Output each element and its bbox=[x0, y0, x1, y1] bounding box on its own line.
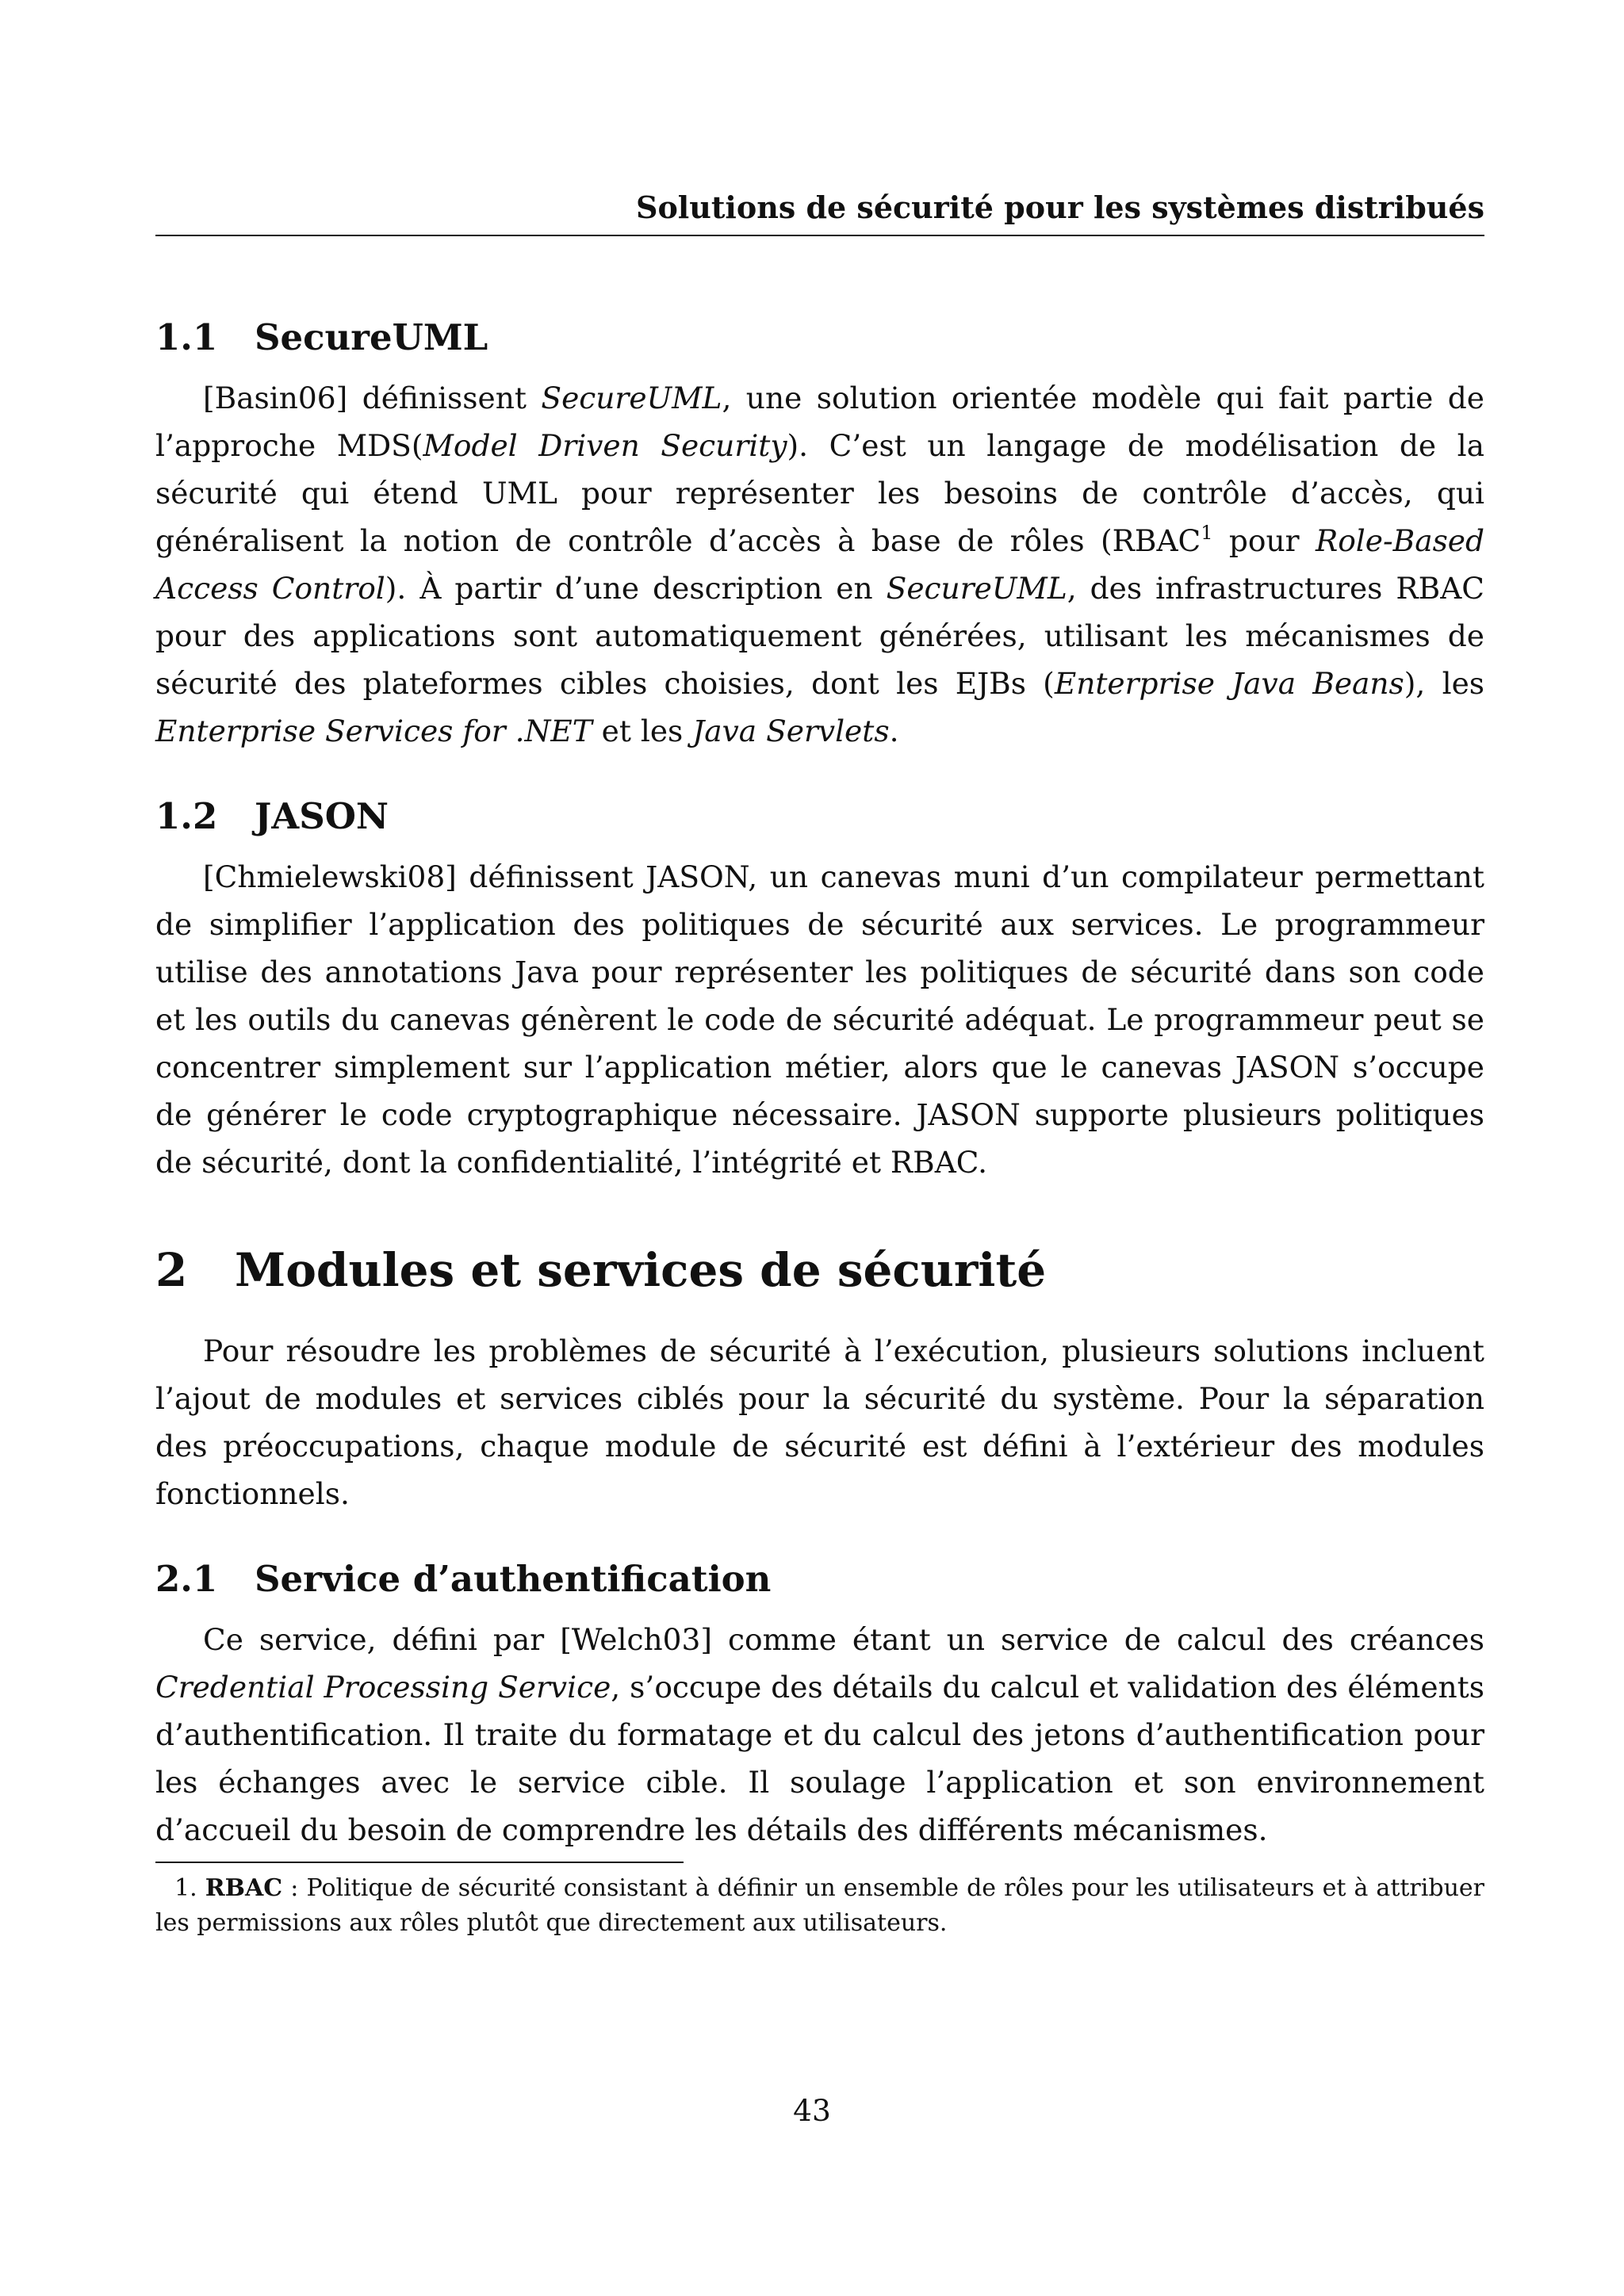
subsection-number: 1.2 bbox=[155, 795, 218, 837]
footnote bbox=[155, 1871, 1484, 1941]
emphasis: Enterprise Services for .NET bbox=[155, 714, 592, 748]
subsection-1-1-paragraph bbox=[155, 374, 1484, 755]
subsection-1-2-heading bbox=[155, 794, 1484, 839]
footnote-rule bbox=[155, 1862, 684, 1863]
subsection-1-1-heading bbox=[155, 316, 1484, 360]
section-2-paragraph: Pour résoudre les problèmes de sécurité à l’exécution, plusieurs solutions incluent l’ajout de modules et services ciblés pour la sécurité du système. Pour la séparation des préoccupations, chaque module de sécurité est défini à l’extérieur des modules fonctionnels. bbox=[155, 1334, 1484, 1511]
footnote-text: : Politique de sécurité consistant à définir un ensemble de rôles pour les utilisateurs et à attribuer les permissions aux rôles plutôt que directement aux utilisateurs. bbox=[155, 1874, 1484, 1937]
subsection-title: Service d’authentification bbox=[255, 1558, 772, 1600]
subsection-title: SecureUML bbox=[255, 316, 488, 358]
subsection-number: 2.1 bbox=[155, 1558, 218, 1600]
section-title: Modules et services de sécurité bbox=[235, 1243, 1047, 1297]
text-run: pour bbox=[1212, 523, 1316, 558]
text-run: Ce service, défini par [Welch03] comme étant un service de calcul des créances bbox=[203, 1622, 1484, 1657]
text-run: ), les bbox=[1404, 666, 1485, 701]
text-run: ). C’est un langage de modélisation de la sécurité qui étend UML pour représenter les besoins de contrôle d’accès, qui généralisent la notion de contrôle d’accès à base de rôles (RBAC bbox=[155, 428, 1484, 558]
emphasis: Model Driven Security bbox=[423, 428, 787, 463]
section-2-heading bbox=[155, 1242, 1484, 1299]
section-number: 2 bbox=[155, 1243, 188, 1297]
footnote-ref[interactable]: 1 bbox=[1201, 522, 1213, 544]
text-run: . bbox=[889, 714, 899, 748]
subsection-2-1-paragraph bbox=[155, 1616, 1484, 1854]
text-run: , s’occupe des détails du calcul et validation des éléments d’authentification. Il traite du formatage et du calcul des jetons d’authentification pour les échanges avec le service cible. Il soulage l’application et son environnement d’accueil du besoin de comprendre les détails des différents mécanismes. bbox=[155, 1670, 1484, 1847]
emphasis: SecureUML bbox=[541, 381, 722, 415]
emphasis: Enterprise Java Beans bbox=[1054, 666, 1404, 701]
emphasis: Role-Based Access Control bbox=[155, 523, 1485, 606]
page-number: 43 bbox=[793, 2093, 831, 2128]
page-body bbox=[155, 189, 1484, 1941]
subsection-2-1-heading bbox=[155, 1557, 1484, 1601]
running-header: Solutions de sécurité pour les systèmes distribués bbox=[155, 189, 1484, 236]
footnote-term: RBAC bbox=[205, 1874, 283, 1902]
text-run: ). À partir d’une description en bbox=[385, 571, 887, 606]
text-run: et les bbox=[592, 714, 693, 748]
subsection-number: 1.1 bbox=[155, 316, 218, 358]
text-run: , des infrastructures RBAC pour des applications sont automatiquement générées, utilisant les mécanismes de sécurité des plateformes cibles choisies, dont les EJBs ( bbox=[155, 571, 1484, 701]
emphasis: Credential Processing Service bbox=[155, 1670, 611, 1705]
emphasis: Java Servlets bbox=[692, 714, 890, 748]
text-run: , une solution orientée modèle qui fait partie de l’approche MDS( bbox=[155, 381, 1484, 463]
subsection-1-2-paragraph: [Chmielewski08] définissent JASON, un canevas muni d’un compilateur permettant de simplifier l’application des politiques de sécurité aux services. Le programmeur utilise des annotations Java pour représenter les politiques de sécurité dans son code et les outils du canevas génèrent le code de sécurité adéquat. Le programmeur peut se concentrer simplement sur l’application métier, alors que le canevas JASON s’occupe de générer le code cryptographique nécessaire. JASON supporte plusieurs politiques de sécurité, dont la confidentialité, l’intégrité et RBAC. bbox=[155, 859, 1484, 1180]
text-run: [Basin06] définissent bbox=[203, 381, 542, 415]
footnote-number: 1. bbox=[174, 1874, 197, 1902]
subsection-title: JASON bbox=[255, 795, 389, 837]
emphasis: SecureUML bbox=[886, 571, 1067, 606]
